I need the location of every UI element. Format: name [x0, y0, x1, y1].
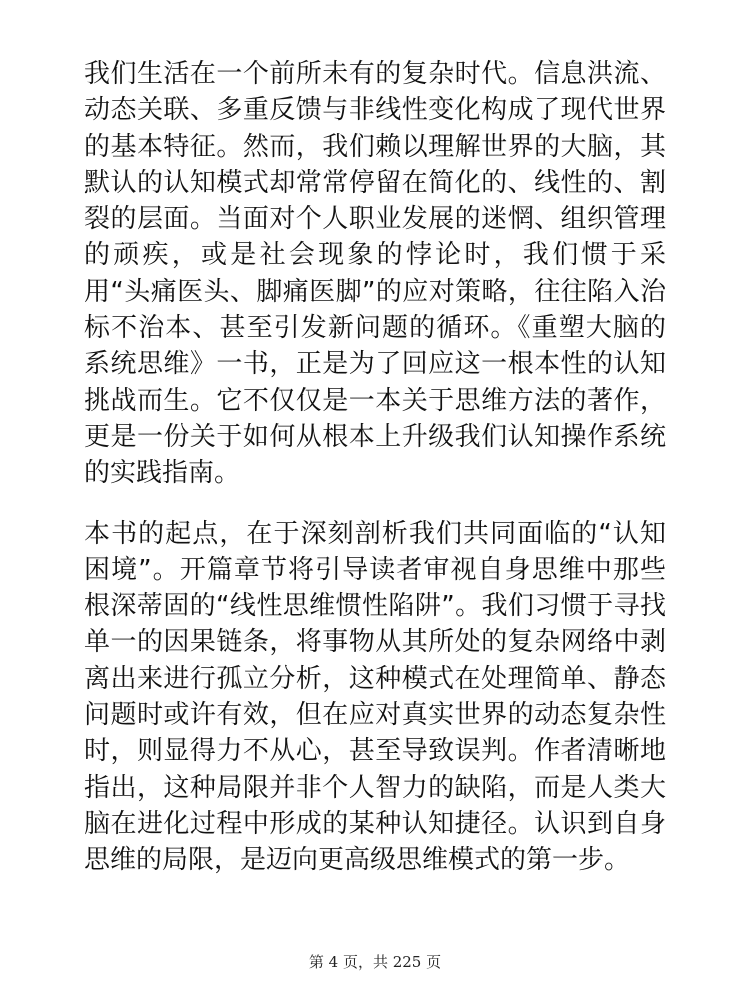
page-number: 第 4 页，共 225 页: [308, 953, 442, 971]
paragraph-2: 本书的起点，在于深刻剖析我们共同面临的“认知困境”。开篇章节将引导读者审视自身思维中那些根深蒂固的“线性思维惯性陷阱”。我们习惯于寻找单一的因果链条，将事物从其所处的复杂网络中剥离出来进行孤立分析，这种模式在处理简单、静态问题时或许有效，但在应对真实世界的动态复杂性时，则显得力不从心，甚至导致误判。作者清晰地指出，这种局限并非个人智力的缺陷，而是人类大脑在进化过程中形成的某种认知捷径。认识到自身思维的局限，是迈向更高级思维模式的第一步。: [84, 518, 666, 876]
paragraph-1: 我们生活在一个前所未有的复杂时代。信息洪流、动态关联、多重反馈与非线性变化构成了现代世界的基本特征。然而，我们赖以理解世界的大脑，其默认的认知模式却常常停留在简化的、线性的、割裂的层面。当面对个人职业发展的迷惘、组织管理的顽疾，或是社会现象的悖论时，我们惯于采用“头痛医头、脚痛医脚”的应对策略，往往陷入治标不治本、甚至引发新问题的循环。《重塑大脑的系统思维》一书，正是为了回应这一根本性的认知挑战而生。它不仅仅是一本关于思维方法的著作，更是一份关于如何从根本上升级我们认知操作系统的实践指南。: [84, 59, 666, 489]
body-text: [84, 56, 666, 879]
